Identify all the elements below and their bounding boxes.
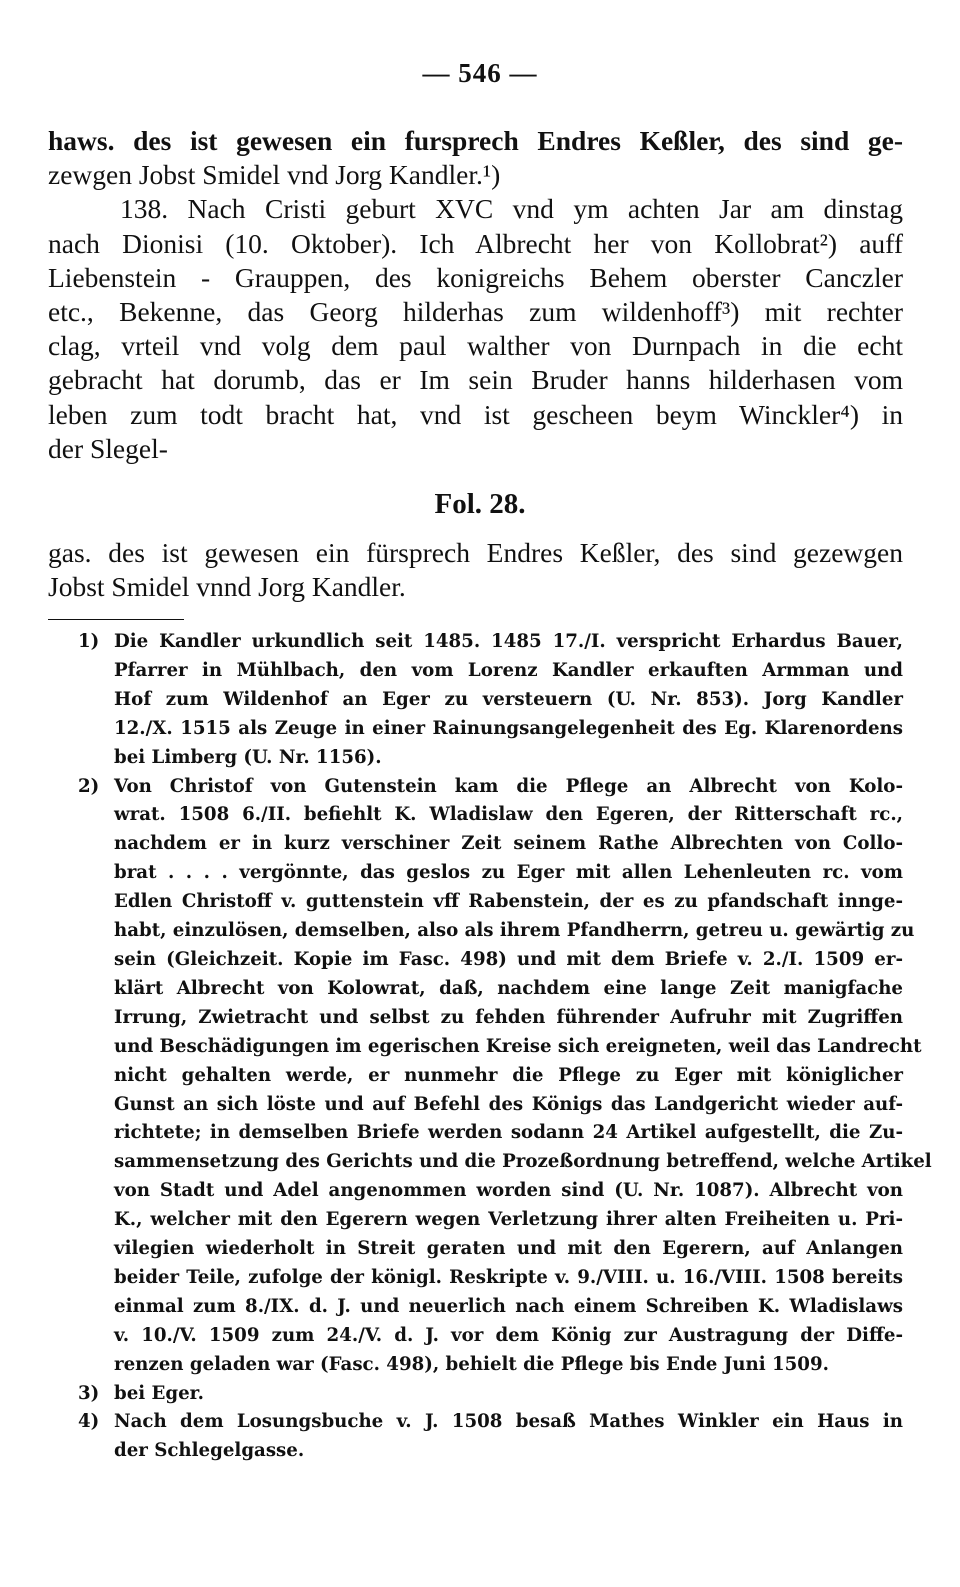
- footnote-line: Gunst an sich löste und auf Befehl des Königs das Landgericht wieder auf-: [114, 1093, 903, 1115]
- text-line: Jobst Smidel vnnd Jorg Kandler.: [48, 571, 406, 603]
- main-text-continued: [48, 536, 903, 604]
- footnote-number: 1): [78, 631, 100, 652]
- footnote-line: v. 10./V. 1509 zum 24./V. d. J. vor dem König zur Austragung der Diffe-: [114, 1324, 903, 1346]
- folio-heading: Fol. 28.: [434, 488, 526, 520]
- text-line: leben zum todt bracht hat, vnd ist gescheen beym Winckler⁴) in: [48, 398, 903, 430]
- footnote-number: 3): [78, 1382, 100, 1404]
- text-line: Liebenstein - Grauppen, des konigreichs Behem oberster Canczler: [48, 261, 903, 293]
- text-line: gebracht hat dorumb, das er Im sein Bruder hanns hilderhasen vom: [48, 364, 903, 396]
- footnote-line: beider Teile, zufolge der königl. Reskripte v. 9./VIII. u. 16./VIII. 1508 bereits: [114, 1266, 903, 1288]
- footnote-line: renzen geladen war (Fasc. 498), behielt die Pflege bis Ende Juni 1509.: [114, 1353, 829, 1375]
- footnote-line: wrat. 1508 6./II. befiehlt K. Wladislaw den Egeren, der Ritterschaft rc.,: [114, 804, 903, 826]
- footnote-line: nicht gehalten werde, er nunmehr die Pflege zu Eger mit königlicher: [114, 1064, 903, 1086]
- footnote-2: [48, 773, 932, 1380]
- footnote-line: sein (Gleichzeit. Kopie im Fasc. 498) und mit dem Briefe v. 2./I. 1509 er-: [114, 948, 903, 970]
- footnote-line: Nach dem Losungsbuche v. J. 1508 besaß Mathes Winkler ein Haus in: [114, 1411, 903, 1433]
- footnote-line: Von Christof von Gutenstein kam die Pflege an Albrecht von Kolo-: [114, 775, 903, 797]
- footnote-line: 12./X. 1515 als Zeuge in einer Rainungsangelegenheit des Eg. Klarenordens: [114, 717, 903, 739]
- text-line: zewgen Jobst Smidel vnd Jorg Kandler.¹): [48, 159, 501, 191]
- footnote-number: 4): [78, 1411, 100, 1433]
- text-line: 138. Nach Cristi geburt XVC vnd ym achten Jar am dinstag: [120, 193, 903, 225]
- footnote-line: und Beschädigungen im egerischen Kreise sich ereigneten, weil das Landrecht: [114, 1035, 922, 1057]
- footnote-line: nachdem er in kurz verschiner Zeit seinem Rathe Albrechten von Collo-: [114, 833, 903, 855]
- footnote-line: sammensetzung des Gerichts und die Prozeßordnung betreffend, welche Artikel: [114, 1151, 932, 1173]
- text-line: gas. des ist gewesen ein fürsprech Endres Keßler, des sind gezewgen: [48, 537, 903, 568]
- footnote-line: brat . . . . vergönnte, das geslos zu Eger mit allen Lehenleuten rc. vom: [114, 862, 903, 884]
- footnote-3: [48, 1380, 903, 1409]
- footnote-1: [48, 628, 903, 773]
- footnotes: [48, 628, 932, 1466]
- text-line: nach Dionisi (10. Oktober). Ich Albrecht her von Kollobrat²) auff: [48, 227, 903, 259]
- footnote-4: [48, 1408, 903, 1466]
- page-number: — 546 —: [422, 58, 538, 88]
- text-line: clag, vrteil vnd volg dem paul walther von Durnpach in die echt: [48, 330, 903, 362]
- footnote-line: Hof zum Wildenhof an Eger zu versteuern (U. Nr. 853). Jorg Kandler: [114, 688, 903, 710]
- text-line: haws. des ist gewesen ein fursprech Endres Keßler, des sind ge-: [48, 125, 903, 156]
- footnote-line: Pfarrer in Mühlbach, den vom Lorenz Kandler erkauften Armman und: [114, 659, 903, 681]
- footnote-line: richtete; in demselben Briefe werden sodann 24 Artikel aufgestellt, die Zu-: [114, 1122, 903, 1144]
- footnote-separator: [48, 619, 184, 620]
- footnote-line: Edlen Christoff v. guttenstein vff Rabenstein, der es zu pfandschaft innge-: [114, 891, 903, 913]
- footnote-line: von Stadt und Adel angenommen worden sind (U. Nr. 1087). Albrecht von: [114, 1180, 903, 1202]
- footnote-line: einmal zum 8./IX. d. J. und neuerlich nach einem Schreiben K. Wladislaws: [114, 1295, 903, 1317]
- main-text: [48, 124, 903, 466]
- footnote-line: der Schlegelgasse.: [114, 1440, 305, 1462]
- footnote-line: bei Eger.: [114, 1382, 204, 1404]
- footnote-line: Die Kandler urkundlich seit 1485. 1485 17./I. verspricht Erhardus Bauer,: [114, 631, 903, 652]
- footnote-line: bei Limberg (U. Nr. 1156).: [114, 746, 382, 768]
- text-line: der Slegel-: [48, 432, 168, 464]
- footnote-number: 2): [78, 775, 100, 797]
- text-line: etc., Bekenne, das Georg hilderhas zum wildenhoff³) mit rechter: [48, 296, 903, 328]
- footnote-line: Irrung, Zwietracht und selbst zu fehden führender Aufruhr mit Zugriffen: [114, 1006, 903, 1028]
- footnote-line: habt, einzulösen, demselben, also als ihrem Pfandherrn, getreu u. gewärtig zu: [114, 920, 915, 942]
- footnote-line: K., welcher mit den Egerern wegen Verletzung ihrer alten Freiheiten u. Pri-: [114, 1209, 903, 1231]
- footnote-line: vilegien wiederholt in Streit geraten und mit den Egerern, auf Anlangen: [114, 1238, 903, 1260]
- footnote-line: klärt Albrecht von Kolowrat, daß, nachdem eine lange Zeit manigfache: [114, 977, 903, 999]
